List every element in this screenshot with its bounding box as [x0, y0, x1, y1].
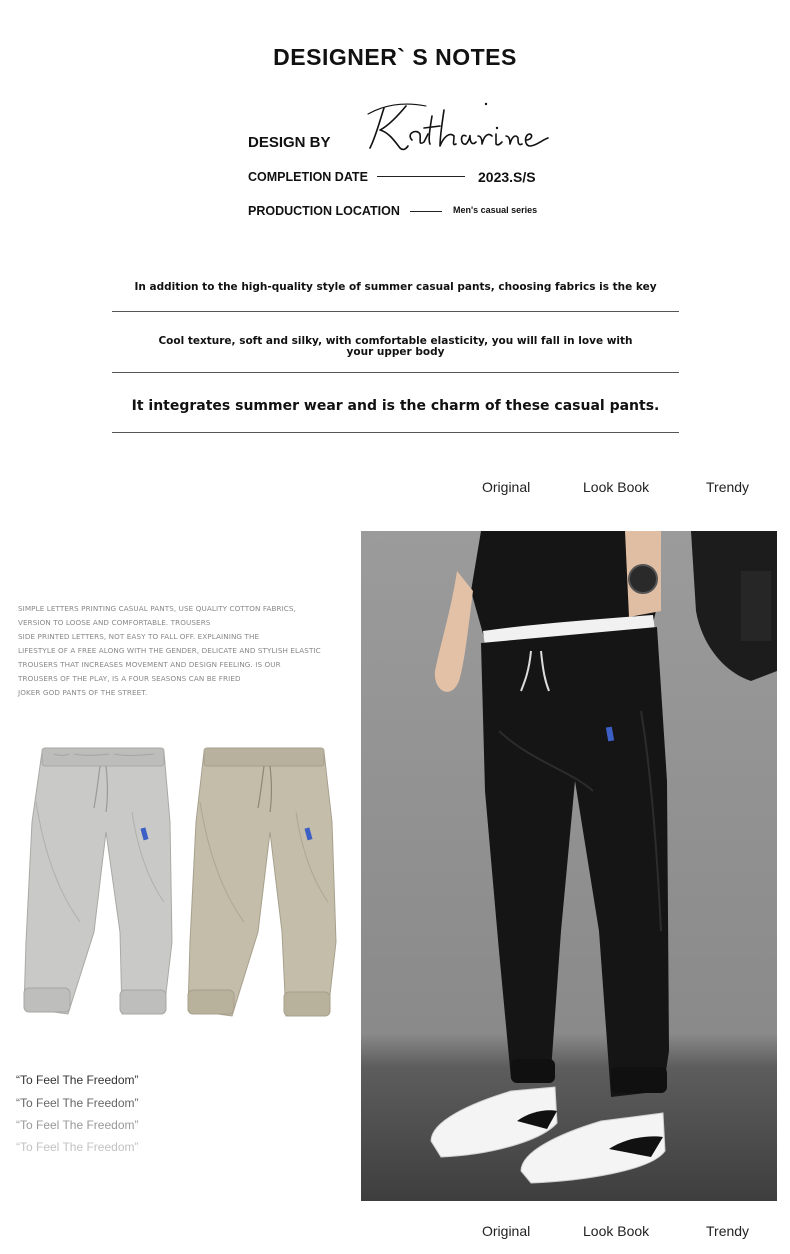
design-by-label: DESIGN BY [248, 134, 331, 151]
completion-date-label: COMPLETION DATE [248, 170, 368, 184]
statement-texture-line-1: Cool texture, soft and silky, with comfortable elasticity, you will fall in love with [158, 335, 633, 347]
flat-lay-pants-image [14, 742, 344, 1032]
designer-signature [366, 96, 556, 158]
tab-original-bottom[interactable]: Original [482, 1223, 531, 1239]
description-line: TROUSERS THAT INCREASES MOVEMENT AND DESIGN FEELING. IS OUR [18, 660, 281, 669]
description-line: TROUSERS OF THE PLAY, IS A FOUR SEASONS CAN BE FRIED [18, 674, 241, 683]
description-line: VERSION TO LOOSE AND COMFORTABLE. TROUSERS [18, 618, 211, 627]
freedom-quote: “To Feel The Freedom” [16, 1096, 139, 1110]
statement-texture [112, 336, 679, 358]
completion-date-value: 2023.S/S [478, 169, 536, 185]
tab-original-top[interactable]: Original [482, 479, 531, 495]
freedom-quote: “To Feel The Freedom” [16, 1118, 139, 1132]
page-title: DESIGNER` S NOTES [273, 44, 517, 70]
description-line: LIFESTYLE OF A FREE ALONG WITH THE GENDER, DELICATE AND STYLISH ELASTIC [18, 646, 321, 655]
description-line: SIDE PRINTED LETTERS, NOT EASY TO FALL OFF. EXPLAINING THE [18, 632, 260, 641]
production-rule [410, 211, 442, 212]
tab-look-book-top[interactable]: Look Book [583, 479, 650, 495]
khaki-pants [188, 748, 336, 1016]
product-description [18, 602, 338, 700]
statement-divider-1 [112, 311, 679, 312]
statement-divider-3 [112, 432, 679, 433]
production-location-value: Men's casual series [453, 205, 538, 215]
grey-pants [24, 748, 172, 1014]
model-photo [361, 531, 777, 1201]
completion-rule [377, 176, 465, 177]
description-line: SIMPLE LETTERS PRINTING CASUAL PANTS, USE QUALITY COTTON FABRICS, [18, 604, 296, 613]
freedom-quote: “To Feel The Freedom” [16, 1140, 139, 1154]
tab-trendy-top[interactable]: Trendy [706, 479, 750, 495]
freedom-quote: “To Feel The Freedom” [16, 1073, 139, 1087]
statement-texture-line-2: your upper body [346, 346, 445, 358]
statement-divider-2 [112, 372, 679, 373]
production-location-label: PRODUCTION LOCATION [248, 204, 400, 218]
tab-look-book-bottom[interactable]: Look Book [583, 1223, 650, 1239]
statement-charm: It integrates summer wear and is the charm of these casual pants. [131, 398, 660, 414]
description-line: JOKER GOD PANTS OF THE STREET. [18, 688, 148, 697]
statement-fabric: In addition to the high-quality style of summer casual pants, choosing fabrics is the key [134, 281, 657, 293]
tab-trendy-bottom[interactable]: Trendy [706, 1223, 750, 1239]
